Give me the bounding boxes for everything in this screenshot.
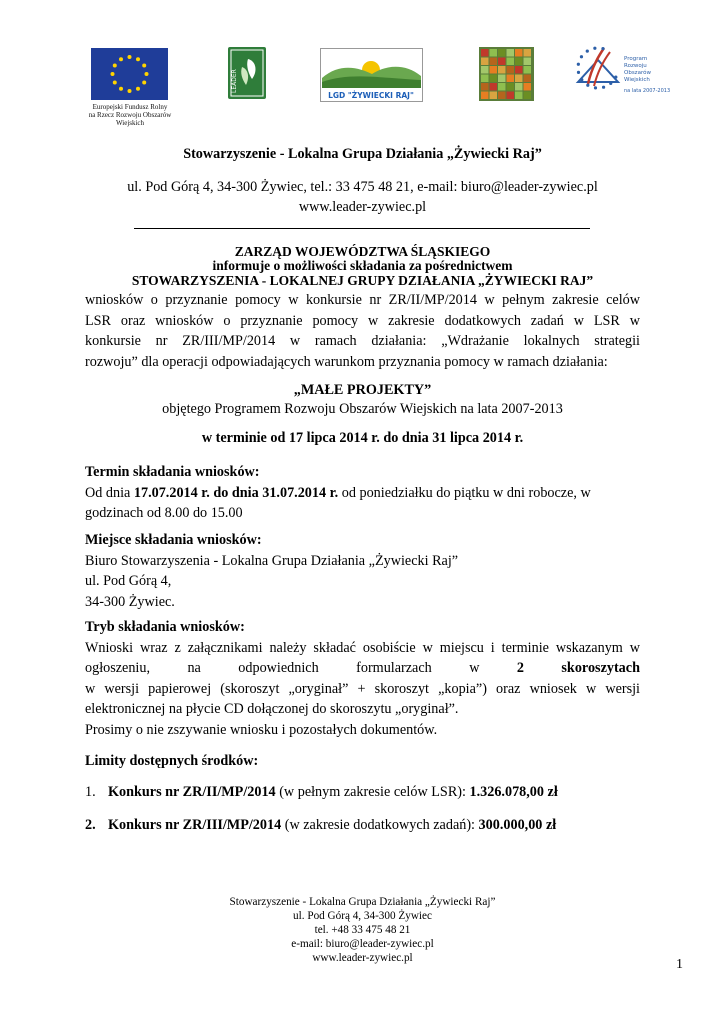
page-footer: Stowarzyszenie - Lokalna Grupa Działania „Żywiecki Raj” ul. Pod Górą 4, 34-300 Żywiec tel. +48 33 475 48 21 e-mail: biuro@leader-zywiec.pl www.leader-zywiec.pl — [229, 896, 496, 964]
section-limity — [85, 751, 640, 772]
svg-text:Obszarów: Obszarów — [624, 70, 651, 76]
list-item: 1. Konkurs nr ZR/II/MP/2014 (w pełnym zakresie celów LSR): 1.326.078,00 zł — [85, 784, 558, 800]
page-number: 1 — [676, 957, 683, 972]
announcement-org: STOWARZYSZENIA - LOKALNEJ GRUPY DZIAŁANIA „ŻYWIECKI RAJ” — [131, 273, 594, 288]
list-item: 2. Konkurs nr ZR/III/MP/2014 (w zakresie dodatkowych zadań): 300.000,00 zł — [85, 817, 557, 833]
section-miejsce: Miejsce składania wniosków: Biuro Stowarzyszenia - Lokalna Grupa Działania „Żywiecki Raj” ul. Pod Górą 4, 34-300 Żywiec. — [85, 530, 640, 612]
section-termin: Termin składania wniosków: Od dnia 17.07.2014 r. do dnia 31.07.2014 r. od poniedziałku do piątku w dni robocze, w godzinach od 8.00 do 15.00 — [85, 462, 640, 524]
address-line: ul. Pod Górą 4, 34-300 Żywiec, tel.: 33 475 48 21, e-mail: biuro@leader-zywiec.pl — [127, 179, 598, 195]
header-divider — [134, 228, 590, 229]
org-title: Stowarzyszenie - Lokalna Grupa Działania „Żywiecki Raj” — [183, 146, 542, 162]
section-tryb: Tryb składania wniosków: Wnioski wraz z załącznikami należy składać osobiście w miejscu i terminie wskazanym w ogłoszeniu, na odpowiednich formularzach w 2 skoroszytach w wersji papierowej (skoroszyt „oryginał” + skoroszyt „kopia”) oraz wniosek w wersji elektronicznej na płycie CD dołączonej do skoroszytu „oryginał”. Prosimy o nie zszywanie wniosku i pozostałych dokumentów. — [85, 619, 640, 738]
lgd-zywiecki-raj-logo — [320, 48, 423, 102]
project-title: „MAŁE PROJEKTY” — [293, 382, 432, 398]
prow-2007-2013-logo — [574, 42, 676, 100]
rural-development-mosaic-logo — [479, 47, 534, 101]
website-link[interactable]: www.leader-zywiec.pl — [298, 199, 427, 215]
announcement-body: wniosków o przyznanie pomocy w konkursie nr ZR/II/MP/2014 w pełnym zakresie celów LSR oraz wniosków o przyznanie pomocy w zakresie dodatkowych zadań w LSR w konkursie nr ZR/III/MP/2014 w ramach działania: „Wdrażanie lokalnych strategii rozwoju” dla operacji odpowiadających warunkom przyznania pomocy w ramach działania: — [85, 292, 640, 370]
eu-flag-logo — [91, 48, 168, 100]
svg-text:LGD "ŻYWIECKI RAJ": LGD "ŻYWIECKI RAJ" — [328, 91, 414, 100]
project-subtitle: objętego Programem Rozwoju Obszarów Wiejskich na lata 2007-2013 — [162, 401, 563, 417]
leader-logo — [228, 47, 266, 99]
announcement-heading: ZARZĄD WOJEWÓDZTWA ŚLĄSKIEGO — [234, 244, 491, 259]
tryb-heading: Tryb składania wniosków: — [85, 619, 245, 635]
svg-text:Rozwoju: Rozwoju — [624, 63, 647, 69]
termin-heading: Termin składania wniosków: — [85, 464, 260, 480]
svg-text:Wiejskich: Wiejskich — [624, 77, 650, 83]
miejsce-heading: Miejsce składania wniosków: — [85, 532, 262, 548]
term-dates: w terminie od 17 lipca 2014 r. do dnia 31 lipca 2014 r. — [201, 430, 524, 446]
termin-text: Od dnia 17.07.2014 r. do dnia 31.07.2014 r. od poniedziałku do piątku w dni robocze, w — [85, 484, 591, 501]
announcement-subheading: informuje o możliwości składania za pośrednictwem — [212, 258, 513, 273]
svg-text:LEADER: LEADER — [231, 69, 238, 93]
logo-strip — [0, 0, 725, 125]
tryb-line-2: ogłoszeniu, na odpowiednich formularzach w 2 skoroszytach — [85, 660, 640, 676]
limity-heading: Limity dostępnych środków: — [85, 753, 259, 769]
svg-text:Program: Program — [624, 56, 648, 62]
org-contact — [85, 177, 640, 217]
svg-text:na lata 2007-2013: na lata 2007-2013 — [624, 88, 671, 94]
eu-fund-caption: Europejski Fundusz Rolny na Rzecz Rozwoju Obszarów Wiejskich — [88, 103, 172, 127]
